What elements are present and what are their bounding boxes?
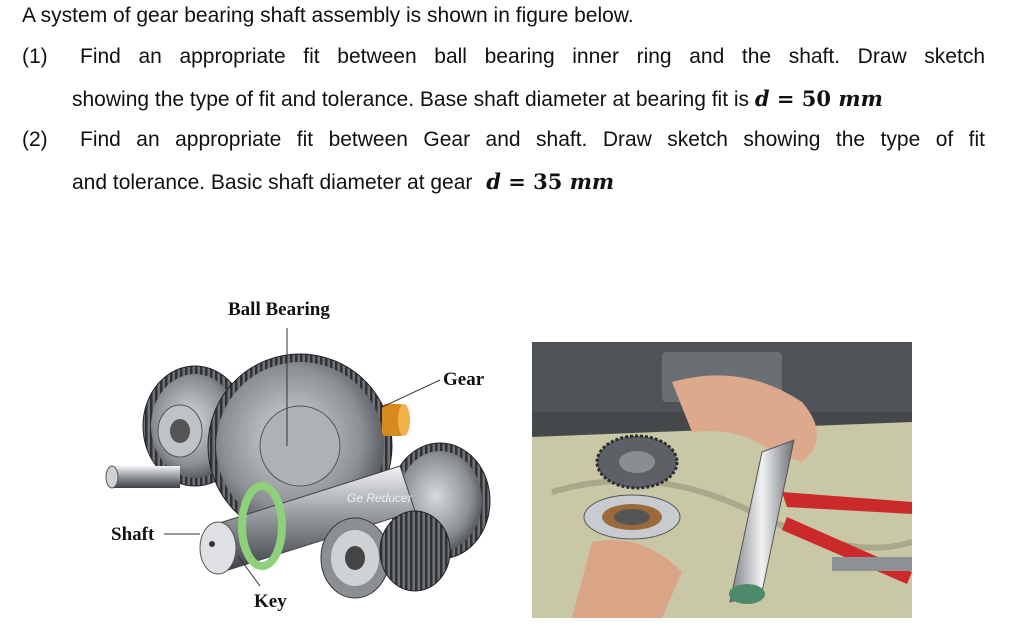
small-gear-icon xyxy=(380,511,450,591)
question-2-line-2 xyxy=(72,169,614,195)
assembly-photo-illustration xyxy=(532,342,912,618)
gear-reducer-illustration xyxy=(100,296,520,616)
question-1 xyxy=(22,45,992,125)
input-shaft xyxy=(110,466,180,488)
bottom-bearing-icon xyxy=(321,518,389,598)
photo-gear-icon xyxy=(597,436,677,488)
photo-bearing-icon xyxy=(584,495,680,539)
question-2-line-1: Find an appropriate fit between Gear and shaft. Draw sketch showing the type of fit xyxy=(80,128,985,151)
intro-text: A system of gear bearing shaft assembly is shown in figure below. xyxy=(22,4,634,27)
question-1-line-1: Find an appropriate fit between ball bearing inner ring and the shaft. Draw sketch xyxy=(80,45,985,68)
question-2-line-2-text: and tolerance. Basic shaft diameter at gear xyxy=(72,171,473,194)
question-2-equation: = 35 xyxy=(500,169,570,194)
question-1-equation: = 50 xyxy=(769,86,839,111)
question-1-unit: mm xyxy=(838,86,883,111)
gear-leader xyxy=(380,380,440,408)
question-1-line-2-text: showing the type of fit and tolerance. Base shaft diameter at bearing fit is xyxy=(72,88,750,111)
housing-text: Ge Reducer xyxy=(347,491,412,505)
question-2-variable: d xyxy=(486,169,501,194)
key-label: Key xyxy=(254,591,287,612)
gear-label: Gear xyxy=(443,369,485,390)
assembly-photo xyxy=(532,342,912,618)
shaft-label: Shaft xyxy=(111,524,155,545)
question-2-number: (2) xyxy=(22,128,48,151)
question-2-unit: mm xyxy=(569,169,615,194)
question-1-number: (1) xyxy=(22,45,48,68)
gear-reducer-figure xyxy=(100,296,520,616)
question-1-variable: d xyxy=(754,86,770,111)
wrench-tool xyxy=(832,557,912,571)
question-1-line-2 xyxy=(72,86,883,112)
question-2 xyxy=(22,128,992,208)
ball-bearing-label: Ball Bearing xyxy=(228,299,330,320)
